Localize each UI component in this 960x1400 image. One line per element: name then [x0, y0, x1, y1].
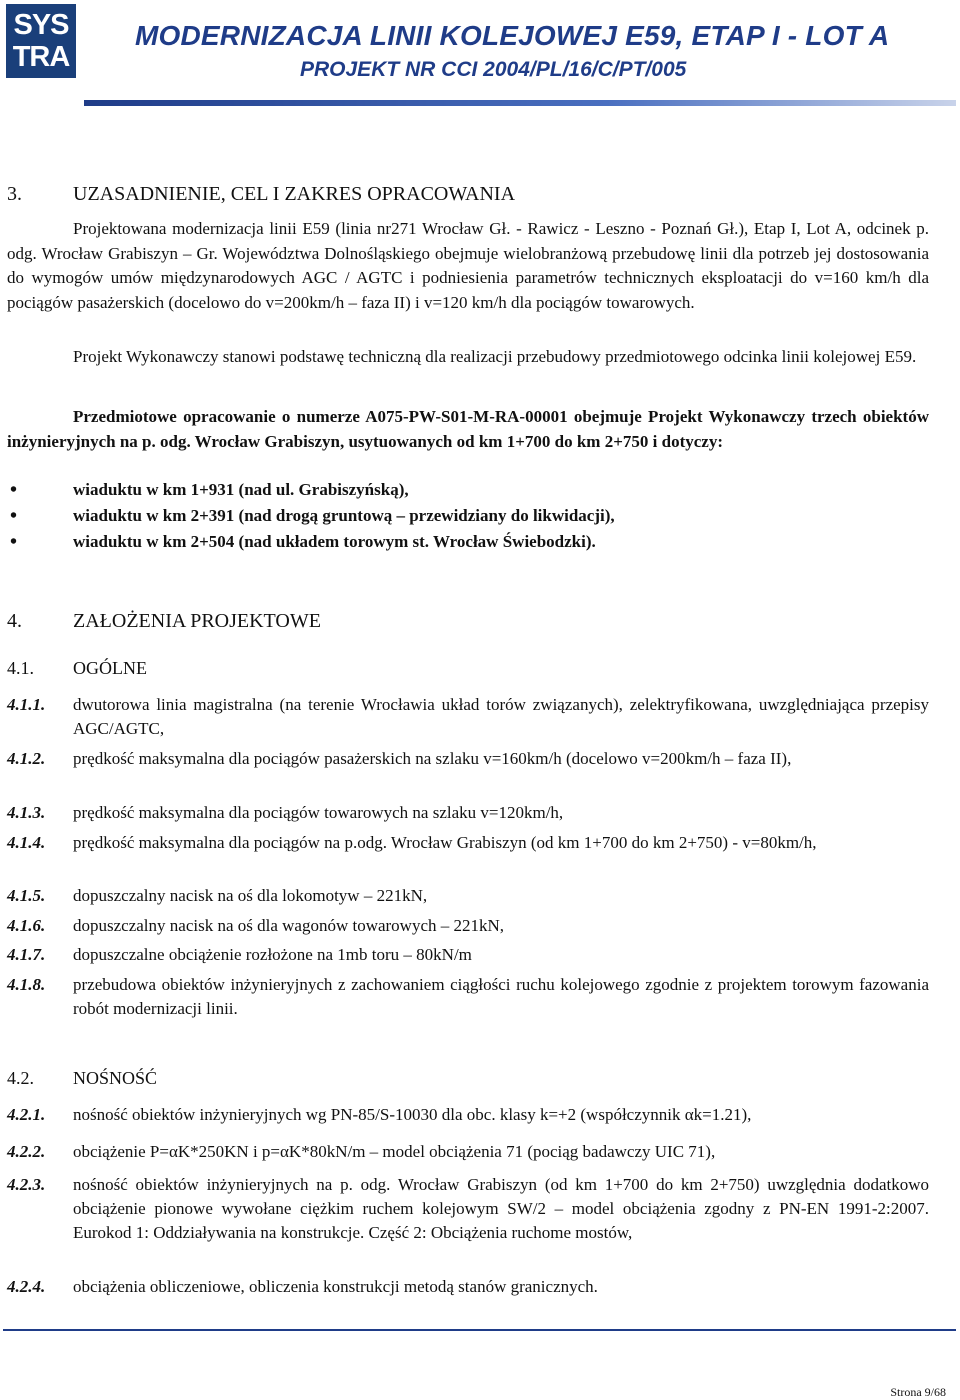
item-number: 4.2.4.	[7, 1277, 46, 1296]
logo-text-top: SYS	[13, 9, 69, 41]
item-number: 4.1.1.	[7, 695, 46, 714]
list-item	[7, 480, 929, 504]
item-number: 4.1.6.	[7, 916, 46, 935]
document-title: MODERNIZACJA LINII KOLEJOWEJ E59, ETAP I - LOT A	[135, 20, 890, 51]
item-number: 4.1.2.	[7, 749, 46, 768]
item-text: przebudowa obiektów inżynieryjnych z zachowaniem ciągłości ruchu kolejowego zgodnie z projektem torowym fazowania robót modernizacji linii.	[73, 975, 929, 1018]
logo-text-bottom: TRA	[12, 41, 70, 73]
footer-divider	[3, 1329, 956, 1331]
item-text: nośność obiektów inżynieryjnych na p. odg. Wrocław Grabiszyn (od km 1+700 do km 2+750) uwzględnia dodatkowo obciążenie pionowe wywołane ciężkim ruchem kolejowym SW/2 – model obciążenia zgodny z PN-EN 1991-2:2007. Eurokod 1: Oddziaływania na konstrukcje. Część 2: Obciążenia ruchome mostów,	[73, 1175, 929, 1242]
bullet-icon: •	[10, 505, 18, 527]
requirement-item	[7, 1173, 929, 1269]
item-number: 4.1.4.	[7, 833, 46, 852]
item-text: obciążenia obliczeniowe, obliczenia konstrukcji metodą stanów granicznych.	[73, 1277, 598, 1296]
section-3-title: UZASADNIENIE, CEL I ZAKRES OPRACOWANIA	[73, 183, 516, 205]
item-text: dwutorowa linia magistralna (na terenie Wrocławia układ torów związanych), zelektryfikowana, uwzględniająca przepisy AGC/AGTC,	[73, 695, 929, 738]
requirement-item	[7, 1103, 929, 1127]
list-item	[7, 532, 929, 556]
requirement-item	[7, 1275, 929, 1299]
section-4-title: ZAŁOŻENIA PROJEKTOWE	[73, 610, 321, 632]
section-4-1-number: 4.1.	[7, 658, 34, 678]
requirement-item	[7, 943, 929, 967]
item-text: prędkość maksymalna dla pociągów towarowych na szlaku v=120km/h,	[73, 803, 564, 822]
item-text: dopuszczalny nacisk na oś dla wagonów towarowych – 221kN,	[73, 916, 505, 935]
item-number: 4.1.7.	[7, 945, 46, 964]
list-item	[7, 506, 929, 530]
list-item-text: wiaduktu w km 2+504 (nad układem torowym st. Wrocław Świebodzki).	[73, 532, 596, 551]
list-item-text: wiaduktu w km 1+931 (nad ul. Grabiszyńską),	[73, 480, 409, 499]
section-3-paragraph-2: Projekt Wykonawczy stanowi podstawę techniczną dla realizacji przebudowy przedmiotowego odcinka linii kolejowej E59.	[73, 347, 917, 366]
requirement-item	[7, 831, 929, 879]
list-item-text: wiaduktu w km 2+391 (nad drogą gruntową – przewidziany do likwidacji),	[73, 506, 615, 525]
section-4-2-number: 4.2.	[7, 1068, 34, 1088]
section-3-number: 3.	[7, 183, 22, 205]
item-text: prędkość maksymalna dla pociągów pasażerskich na szlaku v=160km/h (docelowo v=200km/h – faza II),	[73, 749, 792, 768]
item-text: nośność obiektów inżynieryjnych wg PN-85/S-10030 dla obc. klasy k=+2 (współczynnik αk=1.21),	[73, 1105, 752, 1124]
section-4-1-title: OGÓLNE	[73, 658, 147, 678]
requirement-item	[7, 914, 929, 938]
item-number: 4.2.1.	[7, 1105, 46, 1124]
item-text: obciążenie P=αK*250KN i p=αK*80kN/m – model obciążenia 71 (pociąg badawczy UIC 71),	[73, 1142, 716, 1161]
requirement-item	[7, 884, 929, 908]
item-text: dopuszczalne obciążenie rozłożone na 1mb toru – 80kN/m	[73, 945, 472, 964]
item-number: 4.2.2.	[7, 1142, 46, 1161]
section-4-number: 4.	[7, 610, 22, 632]
section-4-2-title: NOŚNOŚĆ	[73, 1068, 158, 1088]
requirement-item	[7, 747, 929, 795]
bullet-icon: •	[10, 479, 18, 501]
item-number: 4.2.3.	[7, 1175, 46, 1194]
item-number: 4.1.3.	[7, 803, 46, 822]
requirement-item	[7, 693, 929, 741]
document-subtitle: PROJEKT NR CCI 2004/PL/16/C/PT/005	[300, 58, 687, 81]
item-text: prędkość maksymalna dla pociągów na p.odg. Wrocław Grabiszyn (od km 1+700 do km 2+750) - v=80km/h,	[73, 833, 817, 852]
systra-logo	[6, 4, 76, 78]
section-3-paragraph-3: Przedmiotowe opracowanie o numerze A075-PW-S01-M-RA-00001 obejmuje Projekt Wykonawczy trzech obiektów inżynieryjnych na p. odg. Wrocław Grabiszyn, usytuowanych od km 1+700 do km 2+750 i dotyczy:	[7, 407, 929, 451]
item-number: 4.1.8.	[7, 975, 46, 994]
section-3-paragraph-1: Projektowana modernizacja linii E59 (linia nr271 Wrocław Gł. - Rawicz - Leszno - Poznań Gł.), Etap I, Lot A, odcinek p. odg. Wrocław Grabiszyn – Gr. Województwa Dolnośląskiego obejmuje wielobranżową przebudowę linii dla potrzeb jej dostosowania do wymogów umów międzynarodowych AGC / AGTC i podniesienia parametrów technicznych eksploatacji do v=160 km/h dla pociągów pasażerskich (docelowo do v=200km/h – faza II) i v=120 km/h dla pociągów towarowych.	[7, 219, 929, 312]
bullet-icon: •	[10, 531, 18, 553]
requirement-item	[7, 973, 929, 1021]
requirement-item	[7, 1140, 929, 1164]
item-number: 4.1.5.	[7, 886, 46, 905]
header-divider	[84, 100, 956, 106]
item-text: dopuszczalny nacisk na oś dla lokomotyw – 221kN,	[73, 886, 428, 905]
page-number: Strona 9/68	[890, 1385, 946, 1399]
requirement-item	[7, 801, 929, 825]
